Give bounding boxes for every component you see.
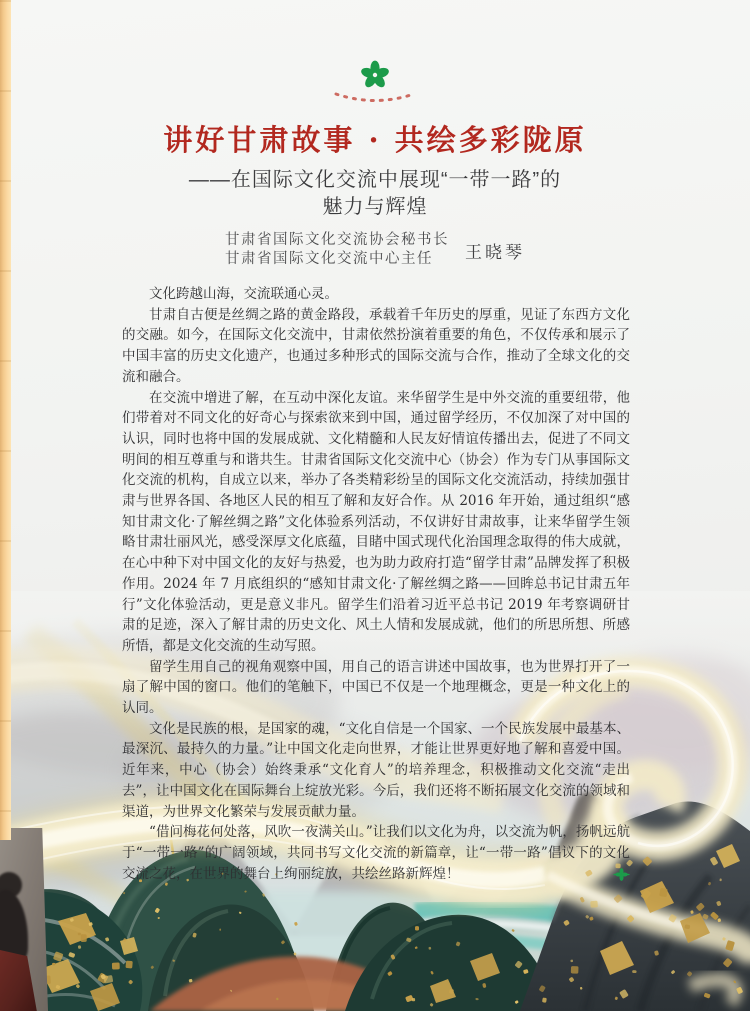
paragraph: “借问梅花何处落，风吹一夜满关山。”让我们以文化为舟，以交流为帆，扬帆远航于“一带一路”的广阔领域，共同书写文化交流的新篇章，让“一带一路”倡议下的文化交流之花，在世界的舞台上绚丽绽放，共绘丝路新辉煌！ (122, 824, 630, 882)
clover-end-icon (613, 867, 630, 882)
red-arc-ornament (336, 94, 414, 101)
paragraph: 在交流中增进了解，在互动中深化友谊。来华留学生是中外交流的重要纽带，他们带着对不同文化的好奇心与探索欲来到中国，通过留学经历，不仅加深了对中国的认识，同时也将中国的发展成就、文化精髓和人民友好情谊传播出去，促进了不同文明间的相互尊重与和谐共生。甘肃省国际文化交流中心（协会）作为专门从事国际文化交流的机构，自成立以来，举办了各类精彩纷呈的国际文化交流活动，持续加强甘肃与世界各国、各地区人民的相互了解和友好合作。从 2016 年开始，通过组织“感知甘肃文化·了解丝绸之路”文化体验系列活动，不仅讲好甘肃故事，让来华留学生领略甘肃壮丽风光，感受深厚文化底蕴，目睹中国式现代化治国理念取得的伟大成就，在心中种下对中国文化的友好与热爱，也为助力政府打造“留学甘肃”品牌发挥了积极作用。2024 年 7 月底组织的“感知甘肃文化·了解丝绸之路——回眸总书记甘肃五年行”文化体验活动，更是意义非凡。留学生们沿着习近平总书记 2019 年考察调研甘肃的足迹，深入了解甘肃的历史文化、风土人情和发展成就，他们的所思所想、所感所悟，都是文化交流的生动写照。 (122, 389, 630, 654)
paragraph: 甘肃自古便是丝绸之路的黄金路段，承载着千年历史的厚重，见证了东西方文化的交融。如今，在国际文化交流中，甘肃依然扮演着重要的角色，不仅传承和展示了中国丰富的历史文化遗产，也通过多种形式的国际交流与合作，推动了全球文化的交流和融合。 (122, 306, 630, 385)
paragraph: 留学生用自己的视角观察中国，用自己的语言讲述中国故事，也为世界打开了一扇了解中国的窗口。他们的笔触下，中国已不仅是一个地理概念，更是一种文化上的认同。 (122, 658, 630, 717)
subtitle-line-2: 魅力与辉煌 (322, 196, 428, 218)
author-roles (225, 231, 449, 269)
author-block (0, 231, 750, 269)
author-role-2: 甘肃省国际文化交流中心主任 (225, 251, 433, 267)
paragraph: 文化跨越山海，交流联通心灵。 (149, 286, 338, 302)
paragraph: 文化是民族的根，是国家的魂，“文化自信是一个国家、一个民族发展中最基本、最深沉、最持久的力量。”让中国文化走向世界，才能让世界更好地了解和喜爱中国。近年来，中心（协会）始终秉承“文化育人”的培养理念，积极推动文化交流“走出去”，让中国文化在国际舞台上绽放光彩。今后，我们还将不断拓展文化交流的领域和渠道，为世界文化繁荣与发展贡献力量。 (122, 720, 630, 820)
author-name: 王晓琴 (465, 242, 525, 263)
header-ornament (0, 60, 750, 116)
adjacent-page-edge (0, 0, 11, 840)
article-body (122, 284, 630, 884)
page-title: 讲好甘肃故事 · 共绘多彩陇原 (163, 123, 587, 157)
subtitle-line-1: ——在国际文化交流中展现“一带一路”的 (188, 169, 562, 191)
plum-blossom-icon (320, 60, 430, 112)
author-role-1: 甘肃省国际文化交流协会秘书长 (225, 232, 449, 248)
page-subtitle (0, 167, 750, 221)
